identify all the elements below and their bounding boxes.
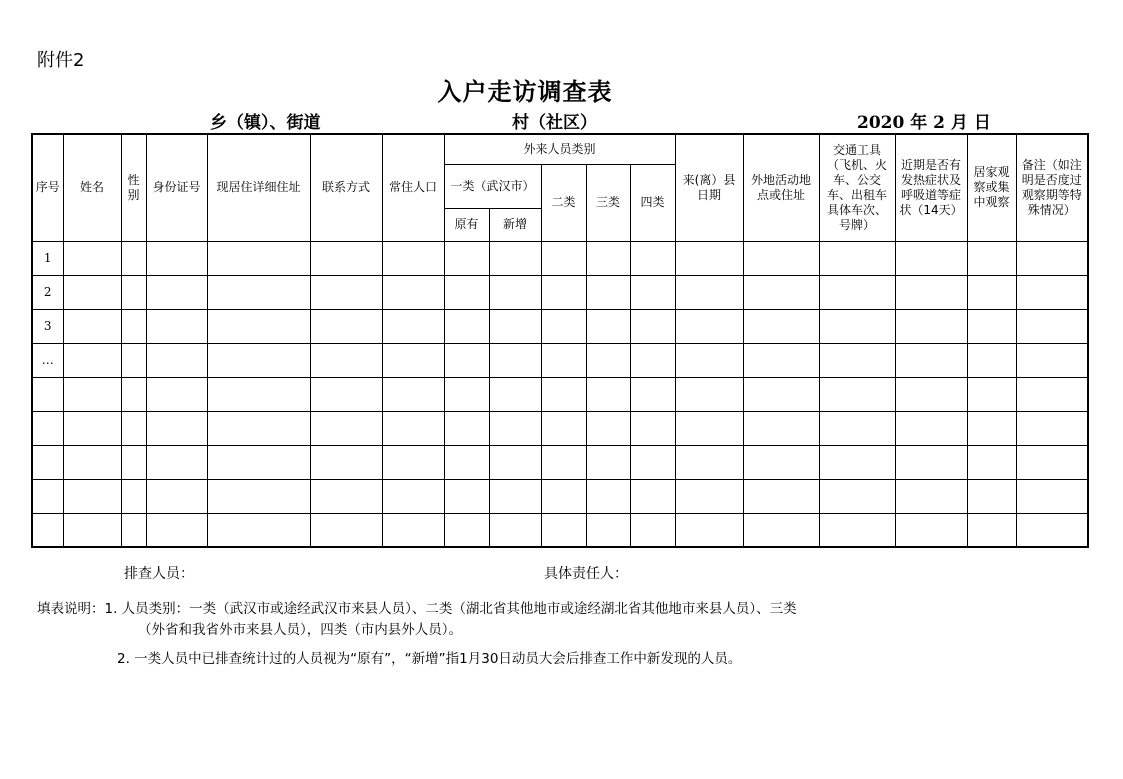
table-cell: [895, 445, 967, 479]
table-row: [32, 411, 1088, 445]
table-cell: [895, 377, 967, 411]
table-cell: [743, 343, 819, 377]
table-cell: [310, 377, 382, 411]
table-cell: [675, 241, 743, 275]
row-number: [32, 445, 63, 479]
table-cell: [382, 241, 444, 275]
table-cell: [382, 377, 444, 411]
table-cell: [444, 241, 489, 275]
table-cell: [444, 411, 489, 445]
table-cell: [967, 445, 1016, 479]
table-cell: [630, 445, 675, 479]
table-cell: [586, 445, 630, 479]
table-cell: [967, 343, 1016, 377]
table-row: [32, 309, 1088, 343]
page-title: [0, 72, 1050, 107]
table-cell: [630, 275, 675, 309]
table-cell: [489, 241, 541, 275]
header-transport: 交通工具（飞机、火车、公交车、出租车具体车次、号牌）: [819, 134, 895, 241]
row-number: [32, 479, 63, 513]
table-cell: [121, 513, 146, 547]
header-activity-place: 外地活动地点或住址: [743, 134, 819, 241]
table-cell: [630, 377, 675, 411]
note-line-3: 2. 一类人员中已排查统计过的人员视为“原有”，“新增”指1月30日动员大会后排查工作中新发现的人员。: [117, 651, 742, 667]
table-cell: [1016, 343, 1088, 377]
table-cell: [146, 241, 207, 275]
table-row: [32, 377, 1088, 411]
note-line-2: （外省和我省外市来县人员），四类（市内县外人员）。: [138, 622, 462, 638]
table-cell: [489, 479, 541, 513]
table-cell: [146, 275, 207, 309]
table-cell: [207, 411, 310, 445]
table-cell: [967, 513, 1016, 547]
header-cat1-original: 原有: [444, 208, 489, 241]
table-cell: [207, 275, 310, 309]
table-cell: [444, 445, 489, 479]
table-cell: [586, 513, 630, 547]
table-cell: [541, 377, 586, 411]
table-cell: [310, 241, 382, 275]
table-cell: [967, 309, 1016, 343]
table-cell: [382, 513, 444, 547]
table-cell: [63, 411, 121, 445]
table-cell: [310, 513, 382, 547]
table-row: [32, 445, 1088, 479]
header-id-number: 身份证号: [146, 134, 207, 241]
table-cell: [895, 479, 967, 513]
note-line-1: 填表说明：1. 人员类别：一类（武汉市或途经武汉市来县人员）、二类（湖北省其他地市或途经湖北省其他地市来县人员）、三类: [37, 601, 797, 617]
table-cell: [819, 275, 895, 309]
table-cell: [819, 445, 895, 479]
table-cell: [1016, 513, 1088, 547]
table-cell: [1016, 309, 1088, 343]
table-cell: [63, 309, 121, 343]
table-cell: [675, 411, 743, 445]
table-cell: [63, 343, 121, 377]
table-cell: [310, 445, 382, 479]
table-cell: [207, 377, 310, 411]
table-cell: [310, 411, 382, 445]
table-cell: [586, 275, 630, 309]
table-cell: [586, 343, 630, 377]
table-cell: [489, 343, 541, 377]
table-cell: [121, 479, 146, 513]
table-cell: [743, 275, 819, 309]
table-cell: [630, 513, 675, 547]
table-row: [32, 513, 1088, 547]
table-row: [32, 241, 1088, 275]
header-gender: 性别: [121, 134, 146, 241]
table-cell: [630, 411, 675, 445]
table-cell: [819, 479, 895, 513]
table-cell: [819, 411, 895, 445]
table-cell: [541, 309, 586, 343]
table-cell: [967, 479, 1016, 513]
table-cell: [444, 513, 489, 547]
table-row: [32, 479, 1088, 513]
table-cell: [541, 411, 586, 445]
header-cat3: 三类: [586, 164, 630, 241]
table-cell: [630, 309, 675, 343]
header-cat1-new: 新增: [489, 208, 541, 241]
table-cell: [895, 241, 967, 275]
table-cell: [586, 309, 630, 343]
header-observation: 居家观察或集中观察: [967, 134, 1016, 241]
table-cell: [121, 275, 146, 309]
table-cell: [819, 513, 895, 547]
table-cell: [146, 513, 207, 547]
table-cell: [541, 445, 586, 479]
table-cell: [207, 513, 310, 547]
table-cell: [586, 377, 630, 411]
table-cell: [382, 445, 444, 479]
header-remarks: 备注（如注明是否度过观察期等特殊情况）: [1016, 134, 1088, 241]
table-cell: [675, 377, 743, 411]
row-number: …: [32, 343, 63, 377]
table-row: [32, 275, 1088, 309]
table-cell: [489, 513, 541, 547]
header-outside-group: 外来人员类别: [444, 134, 675, 164]
table-cell: [743, 377, 819, 411]
row-number: 3: [32, 309, 63, 343]
table-cell: [630, 343, 675, 377]
table-cell: [121, 309, 146, 343]
table-cell: [967, 377, 1016, 411]
table-cell: [121, 377, 146, 411]
table-cell: [310, 479, 382, 513]
table-cell: [310, 309, 382, 343]
table-cell: [675, 309, 743, 343]
table-cell: [146, 377, 207, 411]
table-cell: [146, 309, 207, 343]
table-cell: [895, 513, 967, 547]
table-cell: [819, 241, 895, 275]
table-cell: [1016, 411, 1088, 445]
header-address: 现居住详细住址: [207, 134, 310, 241]
header-cat1: 一类（武汉市）: [444, 164, 541, 208]
table-cell: [895, 343, 967, 377]
table-cell: [541, 241, 586, 275]
table-cell: [586, 241, 630, 275]
table-cell: [489, 309, 541, 343]
table-cell: [121, 445, 146, 479]
table-cell: [541, 275, 586, 309]
table-cell: [630, 241, 675, 275]
attachment-label: 附件2: [37, 50, 85, 71]
table-cell: [819, 343, 895, 377]
table-cell: [743, 309, 819, 343]
village-label: 村（社区）: [512, 113, 597, 133]
table-cell: [207, 445, 310, 479]
table-cell: [743, 241, 819, 275]
header-resident: 常住人口: [382, 134, 444, 241]
table-cell: [63, 377, 121, 411]
table-cell: [382, 411, 444, 445]
table-cell: [382, 343, 444, 377]
table-cell: [1016, 377, 1088, 411]
table-cell: [1016, 445, 1088, 479]
table-cell: [382, 275, 444, 309]
table-cell: [541, 513, 586, 547]
table-cell: [444, 275, 489, 309]
row-number: [32, 411, 63, 445]
table-cell: [541, 343, 586, 377]
table-cell: [743, 513, 819, 547]
table-cell: [1016, 479, 1088, 513]
table-cell: [819, 377, 895, 411]
table-cell: [967, 411, 1016, 445]
header-name: 姓名: [63, 134, 121, 241]
header-seq: 序号: [32, 134, 63, 241]
table-cell: [63, 479, 121, 513]
row-number: 2: [32, 275, 63, 309]
table-cell: [121, 343, 146, 377]
table-cell: [586, 411, 630, 445]
date-label: 2020 年 2 月 日: [857, 113, 991, 133]
row-number: 1: [32, 241, 63, 275]
table-cell: [310, 275, 382, 309]
table-cell: [444, 377, 489, 411]
table-cell: [146, 479, 207, 513]
table-cell: [895, 275, 967, 309]
table-cell: [121, 241, 146, 275]
table-cell: [743, 411, 819, 445]
table-cell: [967, 275, 1016, 309]
header-symptoms: 近期是否有发热症状及呼吸道等症状（14天）: [895, 134, 967, 241]
table-cell: [675, 445, 743, 479]
table-cell: [895, 309, 967, 343]
title-text: 入户走访调查表: [437, 77, 613, 106]
header-cat4: 四类: [630, 164, 675, 241]
row-number: [32, 377, 63, 411]
table-cell: [382, 479, 444, 513]
survey-table: [31, 133, 1089, 548]
table-cell: [489, 445, 541, 479]
table-cell: [444, 479, 489, 513]
table-row: [32, 343, 1088, 377]
table-cell: [444, 309, 489, 343]
header-arrival-date: 来(离）县日期: [675, 134, 743, 241]
table-cell: [743, 445, 819, 479]
responsible-label: 具体责任人：: [544, 566, 628, 582]
town-label: 乡（镇）、街道: [210, 113, 321, 133]
table-cell: [675, 343, 743, 377]
table-cell: [63, 513, 121, 547]
table-cell: [63, 275, 121, 309]
table-cell: [382, 309, 444, 343]
table-cell: [675, 513, 743, 547]
table-cell: [207, 241, 310, 275]
table-cell: [207, 343, 310, 377]
table-cell: [489, 275, 541, 309]
table-cell: [146, 445, 207, 479]
table-cell: [207, 309, 310, 343]
table-cell: [489, 411, 541, 445]
table-cell: [819, 309, 895, 343]
table-cell: [675, 479, 743, 513]
table-cell: [63, 445, 121, 479]
investigator-label: 排查人员：: [124, 566, 194, 582]
header-contact: 联系方式: [310, 134, 382, 241]
table-cell: [541, 479, 586, 513]
table-cell: [630, 479, 675, 513]
row-number: [32, 513, 63, 547]
table-cell: [1016, 275, 1088, 309]
table-cell: [121, 411, 146, 445]
table-cell: [207, 479, 310, 513]
table-cell: [895, 411, 967, 445]
table-cell: [1016, 241, 1088, 275]
table-cell: [489, 377, 541, 411]
header-cat2: 二类: [541, 164, 586, 241]
table-cell: [743, 479, 819, 513]
table-cell: [967, 241, 1016, 275]
table-cell: [675, 275, 743, 309]
table-cell: [63, 241, 121, 275]
table-cell: [586, 479, 630, 513]
table-cell: [310, 343, 382, 377]
table-cell: [444, 343, 489, 377]
table-cell: [146, 411, 207, 445]
table-cell: [146, 343, 207, 377]
